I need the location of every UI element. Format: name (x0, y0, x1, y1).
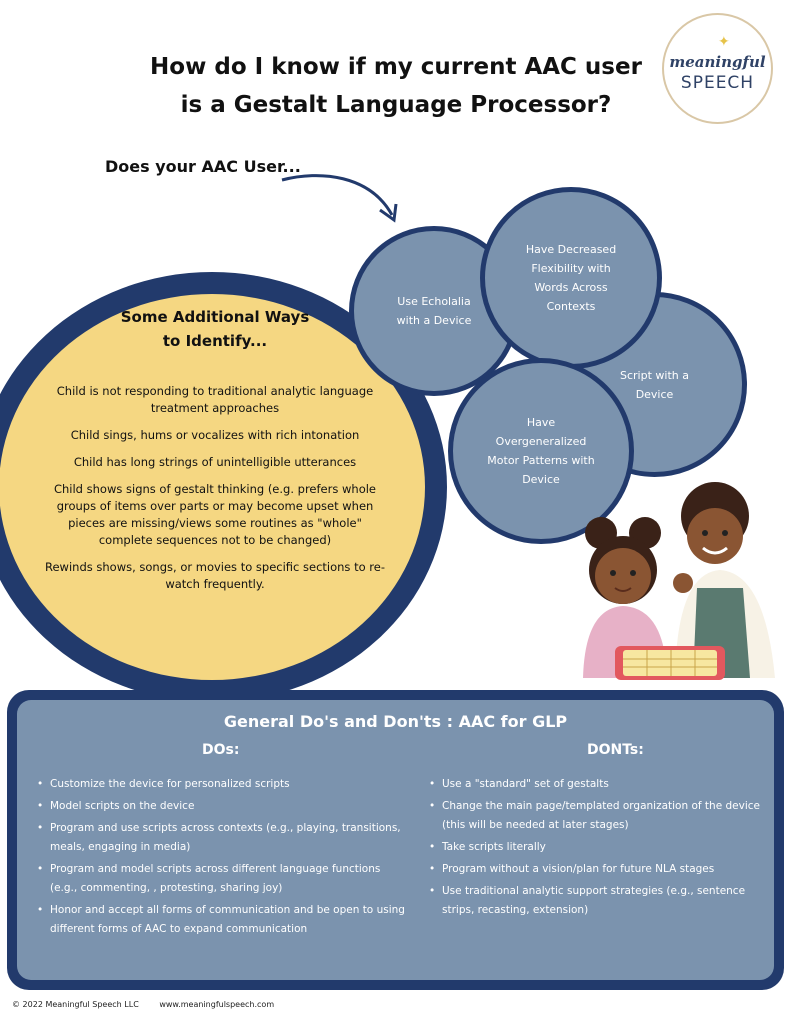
ways-title-line-1: Some Additional Ways (120, 308, 310, 326)
dos-donts-inner (17, 700, 774, 980)
page-title (60, 48, 732, 124)
dos-list (35, 775, 410, 942)
donts-list (427, 775, 777, 923)
dos-item: • Honor and accept all forms of communication and be open to using different forms of AAC to expand communication (35, 901, 410, 939)
dos-item: • Model scripts on the device (35, 797, 410, 816)
logo-line-1: meaningful (669, 53, 766, 71)
ways-title (90, 305, 340, 353)
dos-item: • Program and model scripts across different language functions (e.g., commenting, , protesting, sharing joy) (35, 860, 410, 898)
curved-arrow-icon (280, 170, 410, 230)
ways-item: Child shows signs of gestalt thinking (e.g. prefers whole groups of items over parts or may become upset when pieces are missing/views some routines as "whole" complete sequences not to be changed) (53, 482, 377, 547)
ways-item: Child has long strings of unintelligible utterances (73, 455, 357, 469)
bubble-script-text: Script with a Device (620, 368, 689, 401)
bubble-echolalia-text: Use Echolalia with a Device (396, 295, 472, 327)
ways-list (45, 383, 385, 603)
bubble-flexibility (480, 187, 662, 369)
footer (12, 1000, 292, 1009)
donts-heading: DONTs: (587, 742, 644, 758)
panel-title: General Do's and Don'ts : AAC for GLP (223, 712, 568, 731)
donts-item: • Change the main page/templated organization of the device (this will be needed at later stages) (427, 797, 777, 835)
title-line-1: How do I know if my current AAC user (150, 54, 642, 80)
ways-item: Child is not responding to traditional analytic language treatment approaches (56, 384, 374, 415)
children-illustration (575, 478, 790, 688)
dos-donts-panel (7, 690, 784, 990)
logo (662, 13, 773, 124)
ways-item: Child sings, hums or vocalizes with rich intonation (70, 428, 360, 442)
bubble-motor-text: Have Overgeneralized Motor Patterns with Device (487, 416, 595, 486)
dos-item: • Customize the device for personalized scripts (35, 775, 410, 794)
website-link[interactable]: www.meaningfulspeech.com (159, 1000, 275, 1009)
dos-heading: DOs: (202, 742, 240, 758)
donts-item: • Program without a vision/plan for future NLA stages (427, 860, 777, 879)
dos-item: • Program and use scripts across contexts (e.g., playing, transitions, meals, engaging in media) (35, 819, 410, 857)
ways-item: Rewinds shows, songs, or movies to specific sections to re-watch frequently. (45, 560, 385, 591)
title-line-2: is a Gestalt Language Processor? (180, 92, 612, 118)
copyright-text: © 2022 Meaningful Speech LLC (12, 1000, 139, 1009)
sparkle-icon: ✦ (718, 34, 730, 50)
donts-item: • Use traditional analytic support strategies (e.g., sentence strips, recasting, extension) (427, 882, 777, 920)
donts-item: • Take scripts literally (427, 838, 777, 857)
question-heading: Does your AAC User... (105, 157, 301, 176)
bubble-flexibility-text: Have Decreased Flexibility with Words Across Contexts (525, 243, 617, 313)
ways-title-line-2: to Identify... (162, 332, 268, 350)
logo-line-2: SPEECH (680, 73, 755, 93)
donts-item: • Use a "standard" set of gestalts (427, 775, 777, 794)
